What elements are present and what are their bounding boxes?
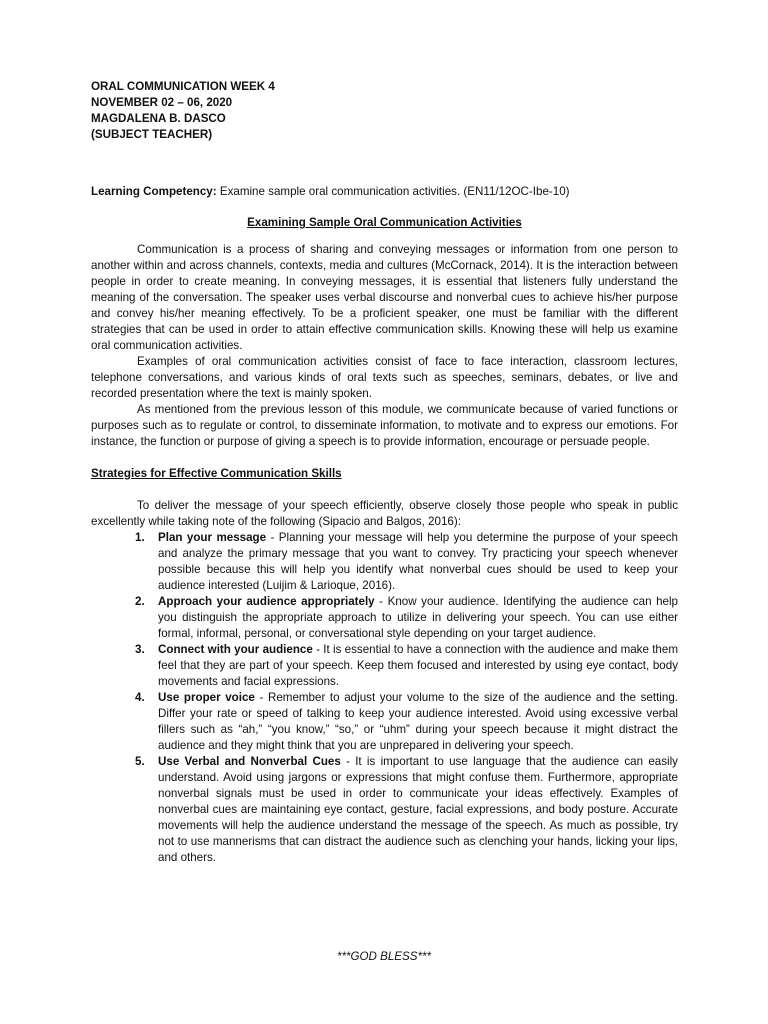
paragraph-oral-activities-examples: Examples of oral communication activities consist of face to face interaction, classroom lectures, telephone conversations, and various kinds of oral texts such as speeches, seminars, debates, or live and recorded presentation where the text is mainly spoken. (91, 355, 678, 400)
paragraph-communication-definition: Communication is a process of sharing and conveying messages or information from one person to another within and across channels, contexts, media and cultures (McCornack, 2014). It is the interaction between people in order to create meaning. In conveying messages, it is essential that listeners fully understand the meaning of the conversation. The speaker uses verbal discourse and nonverbal cues to achieve his/her purpose and convey his/her meaning effectively. To be a proficient speaker, one must be familiar with the different strategies that can be used in order to attain effective communication skills. Knowing these will help us examine oral communication activities. (91, 243, 678, 352)
strategy-term: Use Verbal and Nonverbal Cues (158, 755, 341, 768)
closing-blessing: ***GOD BLESS*** (336, 950, 432, 963)
strategy-number: 5. (135, 755, 145, 768)
document-header (91, 79, 678, 143)
lesson-title: Examining Sample Oral Communication Activities (247, 216, 522, 229)
strategy-item (91, 690, 678, 754)
strategy-description: - Planning your message will help you determine the purpose of your speech and analyze the primary message that you want to convey. Try practicing your speech whenever possible because this will help you identify what nonverbal cues should be used to keep your audience interested (Luijim & Larioque, 2016). (158, 531, 678, 592)
header-date: NOVEMBER 02 – 06, 2020 (91, 96, 233, 109)
learning-competency (91, 184, 678, 200)
strategy-item (91, 530, 678, 594)
header-course-week: ORAL COMMUNICATION WEEK 4 (91, 80, 275, 93)
competency-text: Examine sample oral communication activities. (EN11/12OC-Ibe-10) (216, 185, 570, 198)
document-content (91, 79, 678, 866)
strategy-item (91, 754, 678, 866)
strategy-item (91, 594, 678, 642)
strategy-number: 2. (135, 595, 145, 608)
strategy-term: Connect with your audience (158, 643, 313, 656)
strategy-description: - It is essential to have a connection with the audience and make them feel that they are part of your speech. Keep them focused and interested by using eye contact, body movements and facial expressions. (158, 643, 678, 688)
strategy-term: Approach your audience appropriately (158, 595, 375, 608)
strategies-list (91, 530, 678, 866)
strategy-term: Use proper voice (158, 691, 255, 704)
paragraph-functions-purposes: As mentioned from the previous lesson of this module, we communicate because of varied functions or purposes such as to regulate or control, to disseminate information, to motivate and to express our emotions. For instance, the function or purpose of giving a speech is to provide information, encourage or persuade people. (91, 403, 678, 448)
header-teacher-name: MAGDALENA B. DASCO (91, 112, 226, 125)
strategy-description: - It is important to use language that the audience can easily understand. Avoid using jargons or expressions that might confuse them. Furthermore, appropriate nonverbal signals must be used in order to communicate your ideas effectively. Examples of nonverbal cues are maintaining eye contact, gesture, facial expressions, and body posture. Accurate movements will help the audience understand the message of the speech. As much as possible, try not to use mannerisms that can distract the audience such as clenching your hands, licking your lips, and others. (158, 755, 678, 864)
strategy-item (91, 642, 678, 690)
strategies-heading: Strategies for Effective Communication Skills (91, 467, 342, 480)
header-teacher-role: (SUBJECT TEACHER) (91, 128, 213, 141)
competency-label: Learning Competency: (91, 185, 217, 198)
strategy-description: - Remember to adjust your volume to the size of the audience and the setting. Differ your rate or speed of talking to keep your audience interested. Avoid using excessive verbal fillers such as “ah,” “you know,” “so,” or “uhm” during your speech because it might distract the audience and they might think that you are unprepared in delivering your speech. (158, 691, 678, 752)
strategy-number: 1. (135, 531, 145, 544)
strategy-number: 4. (135, 691, 145, 704)
strategy-number: 3. (135, 643, 145, 656)
strategies-intro: To deliver the message of your speech efficiently, observe closely those people who speak in public excellently while taking note of the following (Sipacio and Balgos, 2016): (91, 499, 678, 528)
strategy-description: - Know your audience. Identifying the audience can help you distinguish the appropriate approach to utilize in delivering your speech. You can use either formal, informal, personal, or conversational style depending on your target audience. (158, 595, 678, 640)
strategy-term: Plan your message (158, 531, 267, 544)
